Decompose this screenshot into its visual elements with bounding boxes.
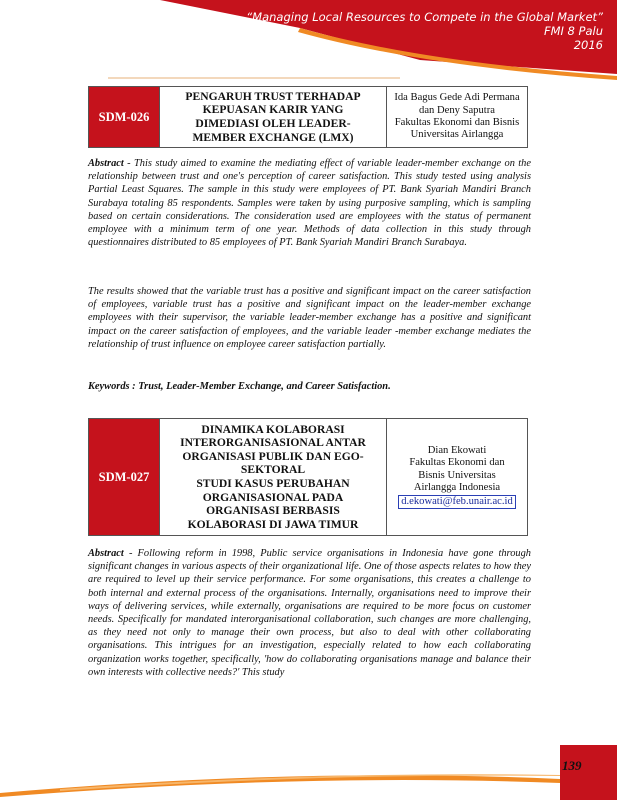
title-line: MEMBER EXCHANGE (LMX) xyxy=(192,130,354,144)
author-line: Ida Bagus Gede Adi Permana xyxy=(394,92,520,104)
conference-theme: “Managing Local Resources to Compete in the Global Market” xyxy=(246,10,603,24)
entry-title xyxy=(160,419,387,536)
results-text: The results showed that the variable trust has a positive and significant impact on the career satisfaction of employees, variable trust has a positive and significant impact on the leader-member exchange employees with their supervisor, the variable leader-member exchange has a positive and significant impact on the career satisfaction of employees, and the variable leader -member exchange mediates the relationship of trust influence on employee career satisfaction partially. xyxy=(88,286,531,350)
author-line: Universitas Airlangga xyxy=(410,129,504,141)
title-line: INTERORGANISASIONAL ANTAR xyxy=(180,436,366,450)
conference-name: FMI 8 Palu xyxy=(543,24,603,38)
entry-table-sdm-026 xyxy=(88,86,528,148)
entry-title xyxy=(160,87,387,148)
entry-authors xyxy=(387,419,528,536)
author-line: Airlangga Indonesia xyxy=(413,482,501,494)
title-line: SEKTORAL xyxy=(240,463,306,477)
title-line: DIMEDIASI OLEH LEADER- xyxy=(195,117,351,130)
header-text xyxy=(246,10,603,52)
author-email-link[interactable]: d.ekowati@feb.unair.ac.id xyxy=(398,495,516,509)
title-line: STUDI KASUS PERUBAHAN xyxy=(196,477,350,490)
author-line: Fakultas Ekonomi dan Bisnis xyxy=(394,117,520,128)
abstract-sdm-027 xyxy=(88,547,531,679)
title-line: KEPUASAN KARIR YANG xyxy=(202,103,344,117)
author-line: dan Deny Saputra xyxy=(419,104,495,116)
entry-table-sdm-027 xyxy=(88,418,528,536)
author-line: Fakultas Ekonomi dan xyxy=(409,457,505,469)
entry-code: SDM-027 xyxy=(89,419,160,536)
title-line: PENGARUH TRUST TERHADAP xyxy=(185,89,361,103)
footer-banner xyxy=(0,745,617,800)
conference-year: 2016 xyxy=(573,38,603,52)
title-line: ORGANISASI BERBASIS xyxy=(206,504,340,518)
results-sdm-026 xyxy=(88,285,531,351)
keywords-sdm-026: Keywords : Trust, Leader-Member Exchange, and Career Satisfaction. xyxy=(88,381,391,392)
title-line: KOLABORASI DI JAWA TIMUR xyxy=(187,517,359,531)
entry-code: SDM-026 xyxy=(89,87,160,148)
entry-authors xyxy=(387,87,528,148)
author-line: Bisnis Universitas xyxy=(418,469,496,481)
title-line: ORGANISASIONAL PADA xyxy=(202,490,344,504)
page-number: 139 xyxy=(562,758,582,773)
abstract-label: Abstract xyxy=(88,548,124,559)
title-line: ORGANISASI PUBLIK DAN EGO- xyxy=(182,449,364,463)
title-line: DINAMIKA KOLABORASI xyxy=(201,422,345,436)
abstract-text: - This study aimed to examine the mediating effect of variable leader-member exchange on the relationship between trust and one's perception of career satisfaction. This study tested using analysis Partial Least Squares. The sample in this study were employees of PT. Bank Syariah Mandiri Branch Surabaya totaling 85 respondents. Samples were taken by using purposive sampling, which is sampling based on certain considerations. The consideration used are employees with the status of permanent employee with a minimum term of one year. Methods of data collection in this study through questionnaires distributed to 85 employees of PT. Bank Syariah Mandiri Branch Surabaya. xyxy=(88,158,531,249)
author-line: Dian Ekowati xyxy=(427,444,487,456)
abstract-text: - Following reform in 1998, Public service organisations in Indonesia have gone through significant changes in various aspects of their organizational life. One of those aspects relates to how they are required to level up their service performance. For some organisations, this creates a challenge to both internal and external process of the organisations. Internally, organisations need to improve their ways of delivering services, while externally, organisations are required to be more focus on customer needs. Specifically for mandated interorganisational collaboration, such changes are more challenging, as they need not only to manage their own process, but also to deal with other collaborating organisations. This intrigues for an investigation, especially related to how each collaborating organization works together, specifically, 'how do collaborating organisations manage and balance their own interests with collective needs?' This study xyxy=(88,548,531,678)
abstract-sdm-026 xyxy=(88,157,531,249)
abstract-label: Abstract xyxy=(88,158,124,169)
